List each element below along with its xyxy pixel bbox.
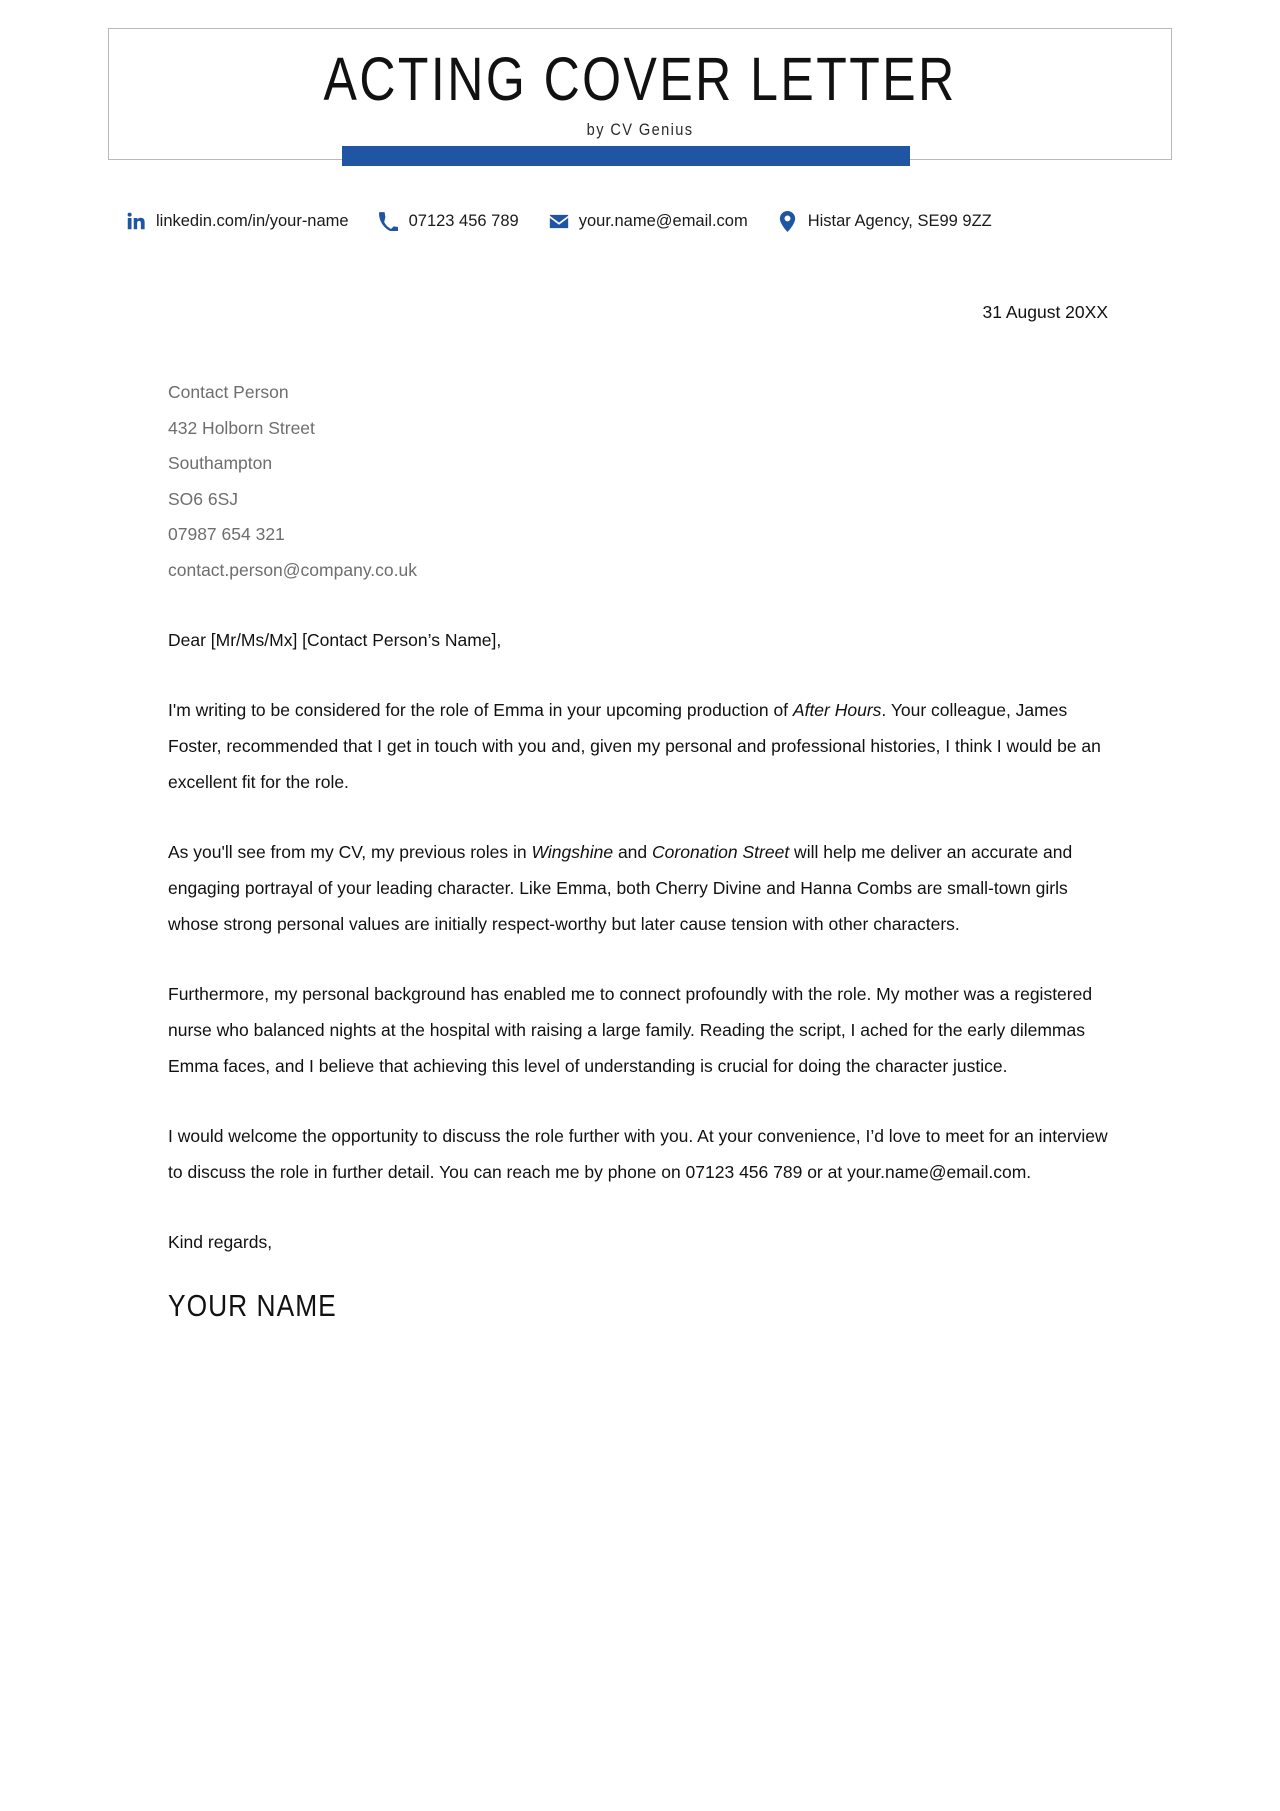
page-title: ACTING COVER LETTER — [323, 44, 957, 113]
recipient-line: Southampton — [168, 453, 273, 473]
letter-date: 31 August 20XX — [982, 302, 1108, 322]
recipient-address-block — [168, 375, 1110, 588]
salutation: Dear [Mr/Ms/Mx] [Contact Person’s Name], — [168, 630, 502, 650]
email-icon — [549, 211, 569, 231]
body-paragraph: I would welcome the opportunity to discuss the role further with you. At your convenience, I’d love to meet for an interview to discuss the role in further detail. You can reach me by phone on 07123 456 789 or at your.name@email.com. — [168, 1126, 1108, 1182]
contact-text-location: Histar Agency, SE99 9ZZ — [807, 211, 992, 230]
phone-icon — [379, 211, 399, 231]
contact-bar — [108, 202, 1172, 240]
body-paragraph: As you'll see from my CV, my previous roles in Wingshine and Coronation Street will help me deliver an accurate and engaging portrayal of your leading character. Like Emma, both Cherry Divine and Hanna Combs are small-town girls whose strong personal values are initially respect-worthy but later cause tension with other characters. — [168, 842, 1073, 934]
contact-text-email: your.name@email.com — [578, 211, 748, 230]
contact-text-phone: 07123 456 789 — [408, 211, 519, 230]
location-pin-icon — [778, 211, 798, 231]
contact-item-location[interactable] — [778, 211, 992, 231]
recipient-line: SO6 6SJ — [168, 488, 239, 509]
contact-item-phone[interactable] — [379, 211, 519, 231]
recipient-line: 07987 654 321 — [168, 524, 285, 544]
recipient-line: Contact Person — [168, 382, 289, 402]
signature-name: YOUR NAME — [168, 1288, 337, 1323]
contact-text-linkedin: linkedin.com/in/your-name — [156, 211, 349, 230]
linkedin-icon — [126, 211, 146, 231]
body-paragraph: Furthermore, my personal background has enabled me to connect profoundly with the role. My mother was a registered nurse who balanced nights at the hospital with raising a large family. Reading the script, I ached for the early dilemmas Emma faces, and I believe that achieving this level of understanding is crucial for doing the character justice. — [168, 984, 1093, 1076]
cover-letter-page — [90, 0, 1190, 1324]
letter-body — [90, 302, 1190, 1324]
page-subtitle: by CV Genius — [586, 120, 694, 140]
contact-item-email[interactable] — [549, 211, 748, 231]
accent-bar — [342, 146, 910, 166]
body-paragraph: I'm writing to be considered for the role of Emma in your upcoming production of After Hours. Your colleague, James Foster, recommended that I get in touch with you and, given my personal and professional histories, I think I would be an excellent fit for the role. — [168, 700, 1101, 792]
closing-line: Kind regards, — [168, 1232, 273, 1252]
recipient-line: contact.person@company.co.uk — [168, 559, 417, 580]
contact-item-linkedin[interactable] — [126, 211, 349, 231]
letter-header — [108, 28, 1172, 160]
recipient-line: 432 Holborn Street — [168, 417, 315, 438]
